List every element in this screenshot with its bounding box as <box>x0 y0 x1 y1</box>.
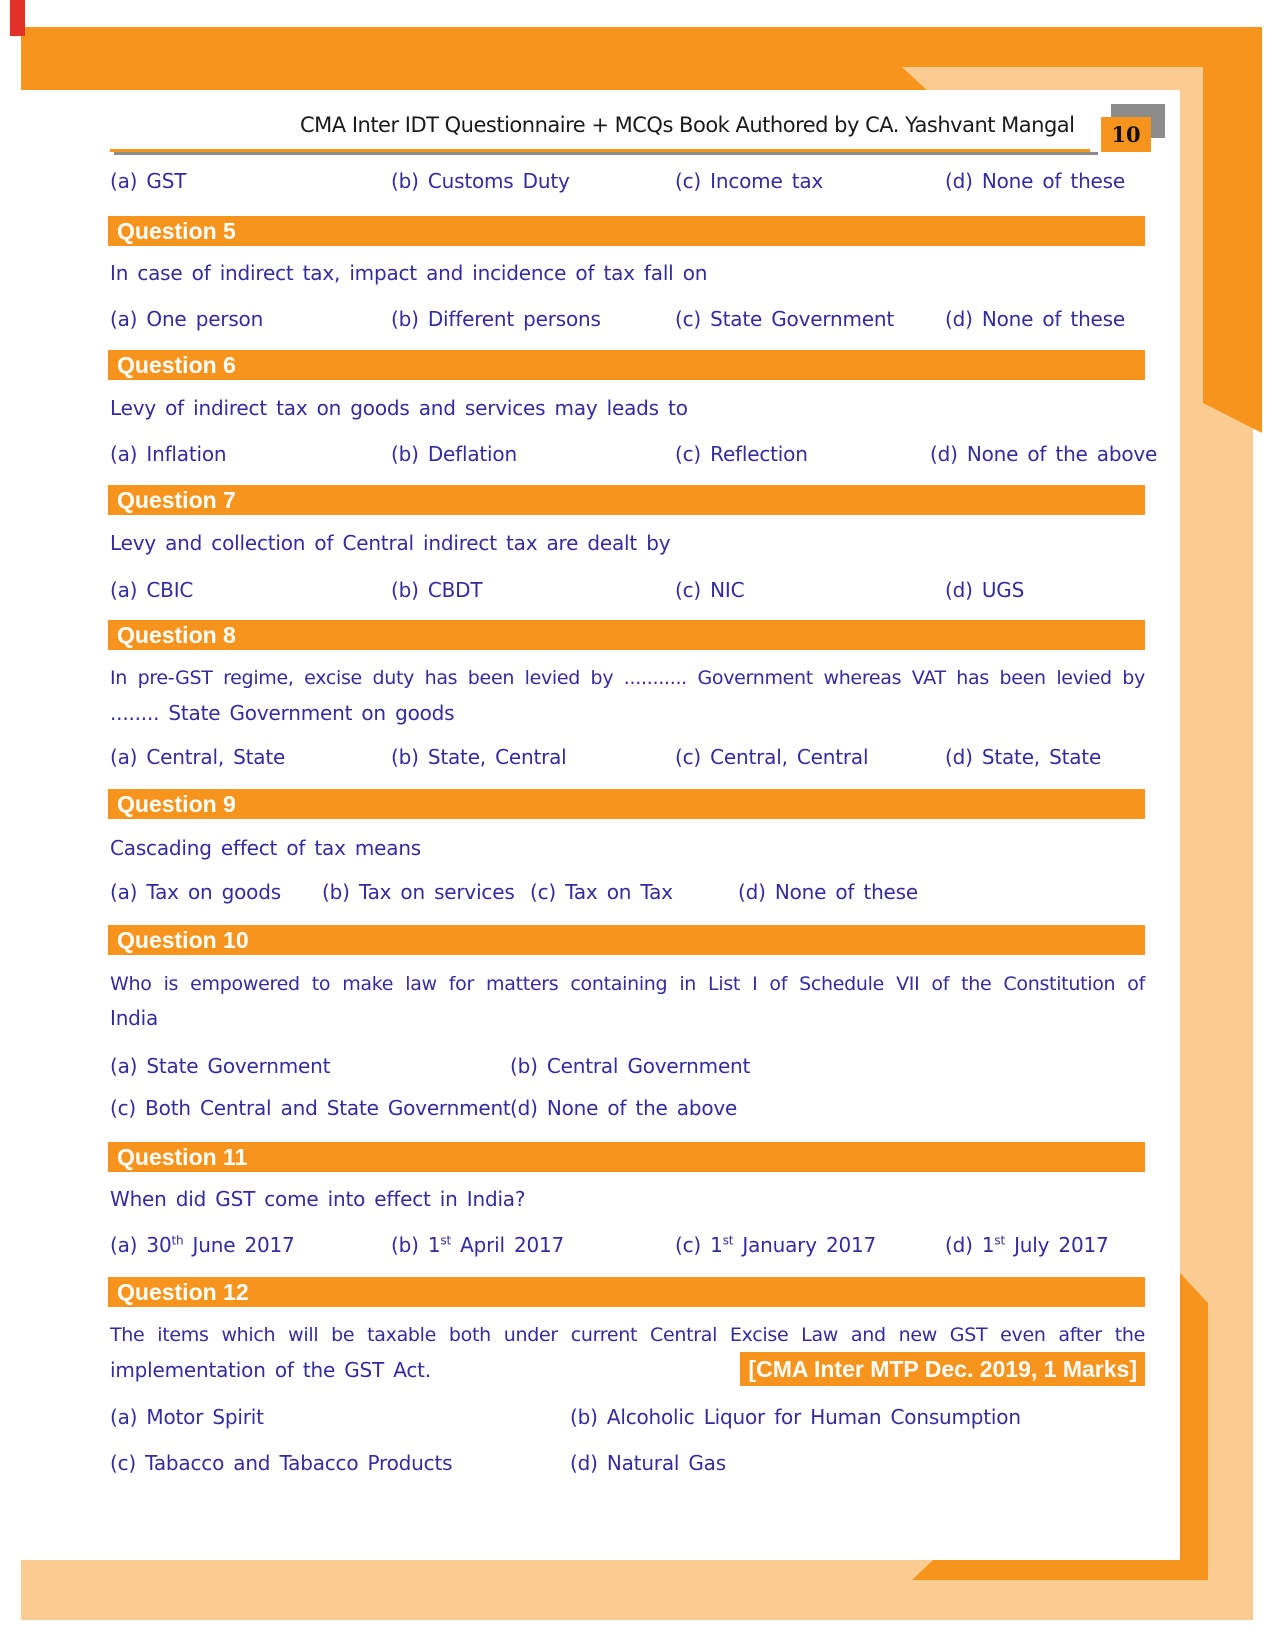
option-c: (c) Income tax <box>675 169 824 193</box>
option-c: (c) Tax on Tax <box>530 880 673 904</box>
question-10-text-line1: Who is empowered to make law for matters containing in List I of Schedule VII of the Constitution of <box>110 973 1145 995</box>
question-10-options-row1 <box>0 1053 1275 1079</box>
option-a: (a) Central, State <box>110 745 286 769</box>
question-5-text: In case of indirect tax, impact and incidence of tax fall on <box>110 261 708 285</box>
option-b: (b) Deflation <box>391 442 517 466</box>
option-d: (d) None of these <box>945 169 1125 193</box>
option-c: (c) Reflection <box>675 442 808 466</box>
option-a: (a) CBIC <box>110 578 194 602</box>
question-12-options-row2 <box>0 1450 1275 1476</box>
question-11-banner: Question 11 <box>108 1142 1145 1172</box>
option-b: (b) 1st April 2017 <box>391 1233 565 1257</box>
question-7-text: Levy and collection of Central indirect tax are dealt by <box>110 531 671 555</box>
question-12-options-row1 <box>0 1404 1275 1430</box>
red-corner-mark <box>10 0 25 36</box>
question-12-banner: Question 12 <box>108 1277 1145 1307</box>
question-8-banner: Question 8 <box>108 620 1145 650</box>
question-5-options <box>0 306 1275 332</box>
question-9-banner: Question 9 <box>108 789 1145 819</box>
question-7-banner: Question 7 <box>108 485 1145 515</box>
page-number-badge: 10 <box>1101 117 1151 152</box>
question-11-text: When did GST come into effect in India? <box>110 1187 526 1211</box>
question-8-text-line1: In pre-GST regime, excise duty has been levied by ........... Government whereas VAT has been levied by <box>110 667 1145 689</box>
orange-right-strip <box>1203 27 1262 433</box>
option-b: (b) CBDT <box>391 578 483 602</box>
orange-corner-horizontal <box>912 1560 1208 1580</box>
question-7-options <box>0 577 1275 603</box>
option-b: (b) Customs Duty <box>391 169 570 193</box>
option-d: (d) None of the above <box>930 442 1158 466</box>
option-a: (a) Tax on goods <box>110 880 281 904</box>
option-b: (b) Central Government <box>510 1054 751 1078</box>
question-6-options <box>0 441 1275 467</box>
option-d: (d) None of the above <box>510 1096 738 1120</box>
option-d: (d) None of these <box>945 307 1125 331</box>
option-c: (c) Both Central and State Government <box>110 1096 511 1120</box>
option-b: (b) Different persons <box>391 307 601 331</box>
question-12-text-line2: implementation of the GST Act. <box>110 1358 431 1382</box>
question-12-text-line1: The items which will be taxable both under current Central Excise Law and new GST even after the <box>110 1324 1145 1346</box>
question-10-options-row2 <box>0 1095 1275 1121</box>
option-d: (d) Natural Gas <box>570 1451 726 1475</box>
question-6-banner: Question 6 <box>108 350 1145 380</box>
question-8-text-line2: ........ State Government on goods <box>110 701 455 725</box>
option-a: (a) 30th June 2017 <box>110 1233 295 1257</box>
option-d: (d) UGS <box>945 578 1025 602</box>
option-b: (b) State, Central <box>391 745 567 769</box>
option-c: (c) Tabacco and Tabacco Products <box>110 1451 453 1475</box>
question-9-options <box>0 879 1275 905</box>
question-11-options <box>0 1232 1275 1258</box>
page-title: CMA Inter IDT Questionnaire + MCQs Book Authored by CA. Yashvant Mangal <box>300 113 1075 137</box>
option-c: (c) State Government <box>675 307 894 331</box>
question-8-options <box>0 744 1275 770</box>
option-c: (c) NIC <box>675 578 745 602</box>
option-c: (c) Central, Central <box>675 745 869 769</box>
option-d: (d) State, State <box>945 745 1102 769</box>
question-5-banner: Question 5 <box>108 216 1145 246</box>
option-a: (a) One person <box>110 307 264 331</box>
question-6-text: Levy of indirect tax on goods and services may leads to <box>110 396 688 420</box>
option-b: (b) Tax on services <box>322 880 515 904</box>
header-rule-shadow <box>114 152 1098 155</box>
carryover-options-row <box>0 168 1275 194</box>
option-a: (a) Inflation <box>110 442 227 466</box>
option-c: (c) 1st January 2017 <box>675 1233 877 1257</box>
citation-badge: [CMA Inter MTP Dec. 2019, 1 Marks] <box>740 1352 1145 1386</box>
option-b: (b) Alcoholic Liquor for Human Consumption <box>570 1405 1021 1429</box>
option-a: (a) State Government <box>110 1054 331 1078</box>
option-a: (a) Motor Spirit <box>110 1405 264 1429</box>
option-a: (a) GST <box>110 169 187 193</box>
question-9-text: Cascading effect of tax means <box>110 836 422 860</box>
question-10-banner: Question 10 <box>108 925 1145 955</box>
question-10-text-line2: India <box>110 1006 159 1030</box>
option-d: (d) 1st July 2017 <box>945 1233 1109 1257</box>
option-d: (d) None of these <box>738 880 918 904</box>
